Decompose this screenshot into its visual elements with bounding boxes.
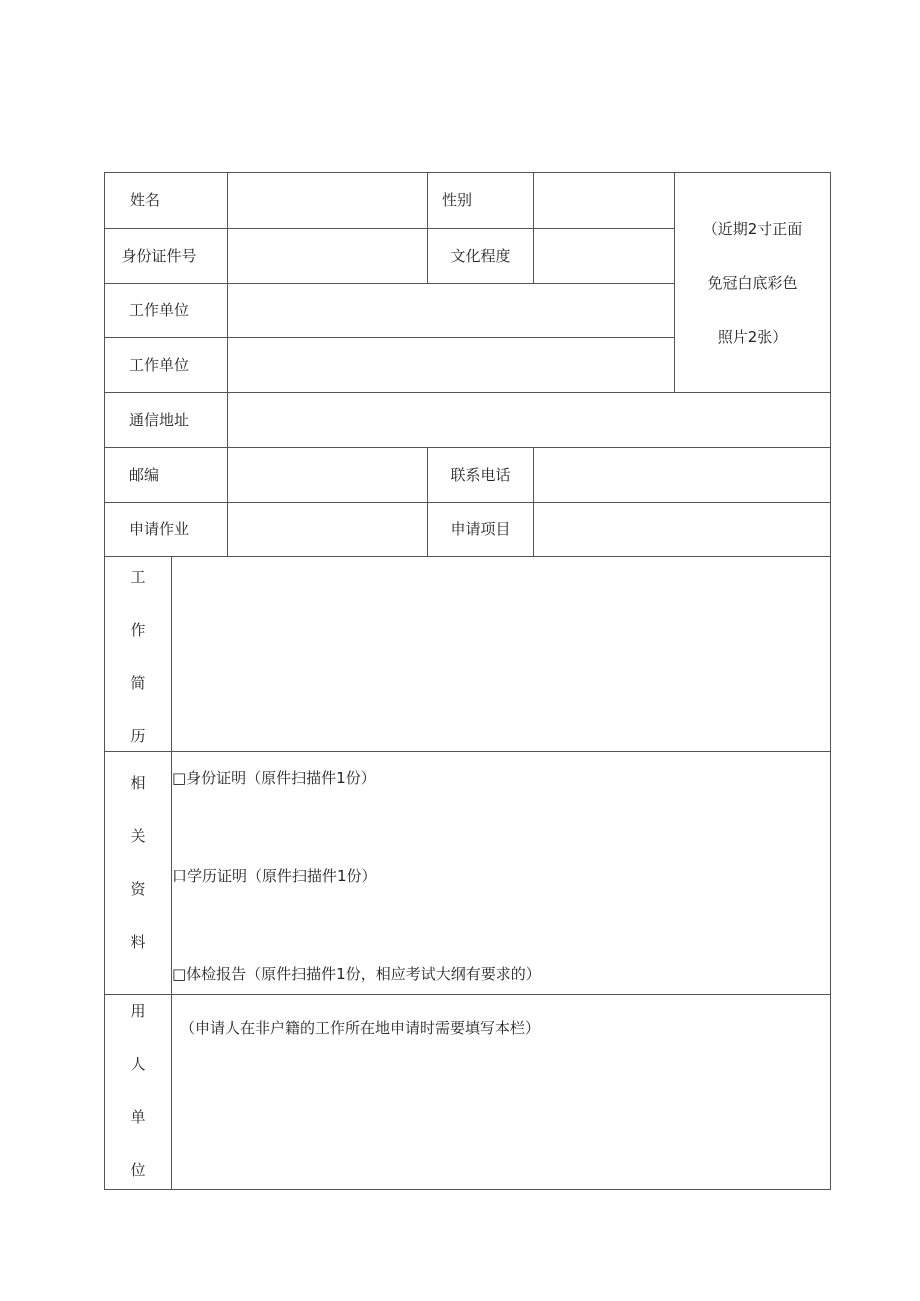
row-divider xyxy=(105,994,830,995)
photo-note-line2: 免冠白底彩色 xyxy=(707,273,798,292)
materials-char: 料 xyxy=(130,933,146,951)
item-label: 申请项目 xyxy=(450,520,511,538)
address-label: 通信地址 xyxy=(128,410,189,429)
employer-field[interactable] xyxy=(228,284,674,337)
phone-field[interactable] xyxy=(534,448,830,502)
materials-char: 关 xyxy=(130,827,146,845)
application-form xyxy=(104,172,831,1190)
id-number-field[interactable] xyxy=(228,229,427,283)
medical-report-checkbox[interactable]: □体检报告（原件扫描件1份，相应考试大纲有要求的） xyxy=(172,965,541,983)
job-type-field[interactable] xyxy=(228,503,427,556)
employer-section-char: 位 xyxy=(130,1161,146,1179)
work-history-char: 历 xyxy=(130,727,146,745)
employer-label-2: 工作单位 xyxy=(128,355,189,374)
materials-label xyxy=(105,767,171,979)
postcode-field[interactable] xyxy=(228,448,427,502)
work-history-char: 简 xyxy=(130,674,146,692)
row-divider xyxy=(105,751,830,752)
id-number-label: 身份证件号 xyxy=(121,246,197,265)
name-field[interactable] xyxy=(228,173,427,228)
item-field[interactable] xyxy=(534,503,830,556)
employer-section-field[interactable] xyxy=(172,1043,830,1188)
materials-char: 资 xyxy=(130,880,146,898)
gender-label: 性别 xyxy=(441,191,472,209)
employer-section-char: 单 xyxy=(130,1108,146,1126)
work-history-char: 工 xyxy=(130,568,146,586)
work-history-field[interactable] xyxy=(172,557,830,751)
name-label: 姓名 xyxy=(129,191,160,209)
photo-note-line3: 照片2张） xyxy=(717,327,788,346)
work-history-char: 作 xyxy=(130,621,146,639)
education-proof-checkbox[interactable]: 口学历证明（原件扫描件1份） xyxy=(172,867,377,885)
materials-char: 相 xyxy=(130,774,146,792)
employer-field-2[interactable] xyxy=(228,338,674,392)
photo-placeholder xyxy=(675,173,830,392)
education-label: 文化程度 xyxy=(450,246,511,265)
gender-field[interactable] xyxy=(534,173,674,228)
employer-section-note: （申请人在非户籍的工作所在地申请时需要填写本栏） xyxy=(180,1019,541,1037)
id-proof-checkbox[interactable]: □身份证明（原件扫描件1份） xyxy=(172,769,376,787)
employer-section-char: 人 xyxy=(130,1055,146,1073)
employer-section-char: 用 xyxy=(130,1002,146,1020)
work-history-label xyxy=(105,561,171,773)
employer-section-label xyxy=(105,995,171,1207)
education-field[interactable] xyxy=(534,229,674,283)
employer-label: 工作单位 xyxy=(128,301,189,319)
photo-note-line1: （近期2寸正面 xyxy=(702,219,803,238)
phone-label: 联系电话 xyxy=(450,465,511,484)
job-type-label: 申请作业 xyxy=(128,520,189,538)
address-field[interactable] xyxy=(228,393,830,447)
postcode-label: 邮编 xyxy=(128,465,159,484)
